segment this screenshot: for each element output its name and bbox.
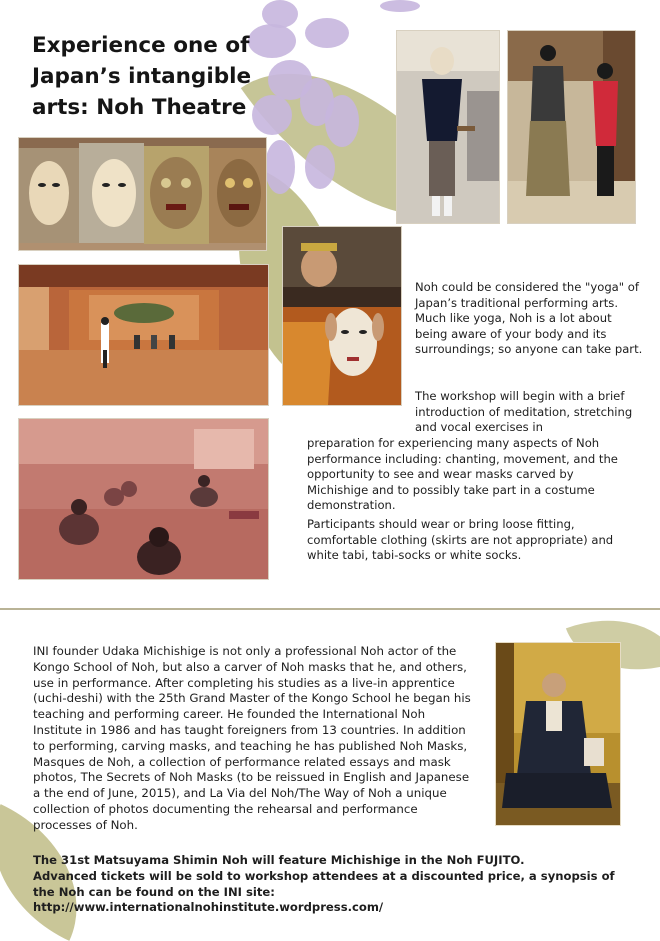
founder-portrait-photo [495, 642, 621, 826]
intro-paragraph-yoga: Noh could be considered the "yoga" of Japan’s traditional performing arts. Much like yoga, Noh is a lot about being aware of your body and its surroundings; so anyone can take part. [415, 280, 643, 357]
noh-masks-image [19, 138, 266, 250]
meditation-photo [18, 418, 269, 580]
wisteria-petal-decoration [305, 18, 349, 48]
section-divider [0, 608, 660, 610]
intro-paragraph-attire: Participants should wear or bring loose fitting, comfortable clothing (skirts are not appropriate) and white tabi, tabi-socks or white socks. [307, 517, 614, 563]
founder-bio-paragraph: INI founder Udaka Michishige is not only a professional Noh actor of the Kongo School of Noh, but also a carver of Noh masks that he, and others, use in performance. After completing his studies as a live-in apprentice (uchi-deshi) with the 25th Grand Master of the Kongo School he began his teaching and performing career. He founded the International Noh Institute in 1986 and has taught foreigners from 13 countries. In addition to performing, carving masks, and teaching he has published Noh Masks, Masques de Noh, a collection of performance related essays and mask photos, The Secrets of Noh Masks (to be reissued in English and Japanese a the end of June, 2015), and La Via del Noh/The Way of Noh a unique collection of photos documenting the rehearsal and performance processes of Noh. [33, 644, 471, 832]
noh-masks-photo [18, 137, 267, 251]
founder-portrait-image [496, 643, 620, 825]
noh-stage-photo [18, 264, 269, 406]
mask-practice-photo [396, 30, 500, 224]
woman-with-mask-image [283, 227, 401, 405]
wisteria-petal-decoration [380, 0, 420, 12]
event-notice-title: The 31st Matsuyama Shimin Noh will feature Michishige in the Noh FUJITO. [33, 853, 525, 867]
wisteria-petal-decoration [305, 145, 335, 189]
mask-practice-image [397, 31, 499, 223]
event-notice-details: Advanced tickets will be sold to workshop attendees at a discounted price, a synopsis of the Noh can be found on the INI site: http://www.internationalnohinstitute.wordpress.com/ [33, 869, 615, 915]
meditation-image [19, 419, 268, 579]
intro-paragraph-workshop-start: The workshop will begin with a brief introduction of meditation, stretching and vocal exercises in [415, 389, 633, 435]
noh-stage-image [19, 265, 268, 405]
page-title: Experience one of Japan’s intangible arts: Noh Theatre [32, 33, 252, 120]
wisteria-petal-decoration [265, 140, 295, 194]
wisteria-petal-decoration [325, 95, 359, 147]
costume-demo-photo [507, 30, 636, 224]
intro-paragraph-workshop-end: preparation for experiencing many aspects of Noh performance including: chanting, movement, and the opportunity to see and wear masks carved by Michishige and to possibly take part in a costume demonstration. [307, 436, 618, 513]
costume-demo-image [508, 31, 635, 223]
woman-with-mask-photo [282, 226, 402, 406]
